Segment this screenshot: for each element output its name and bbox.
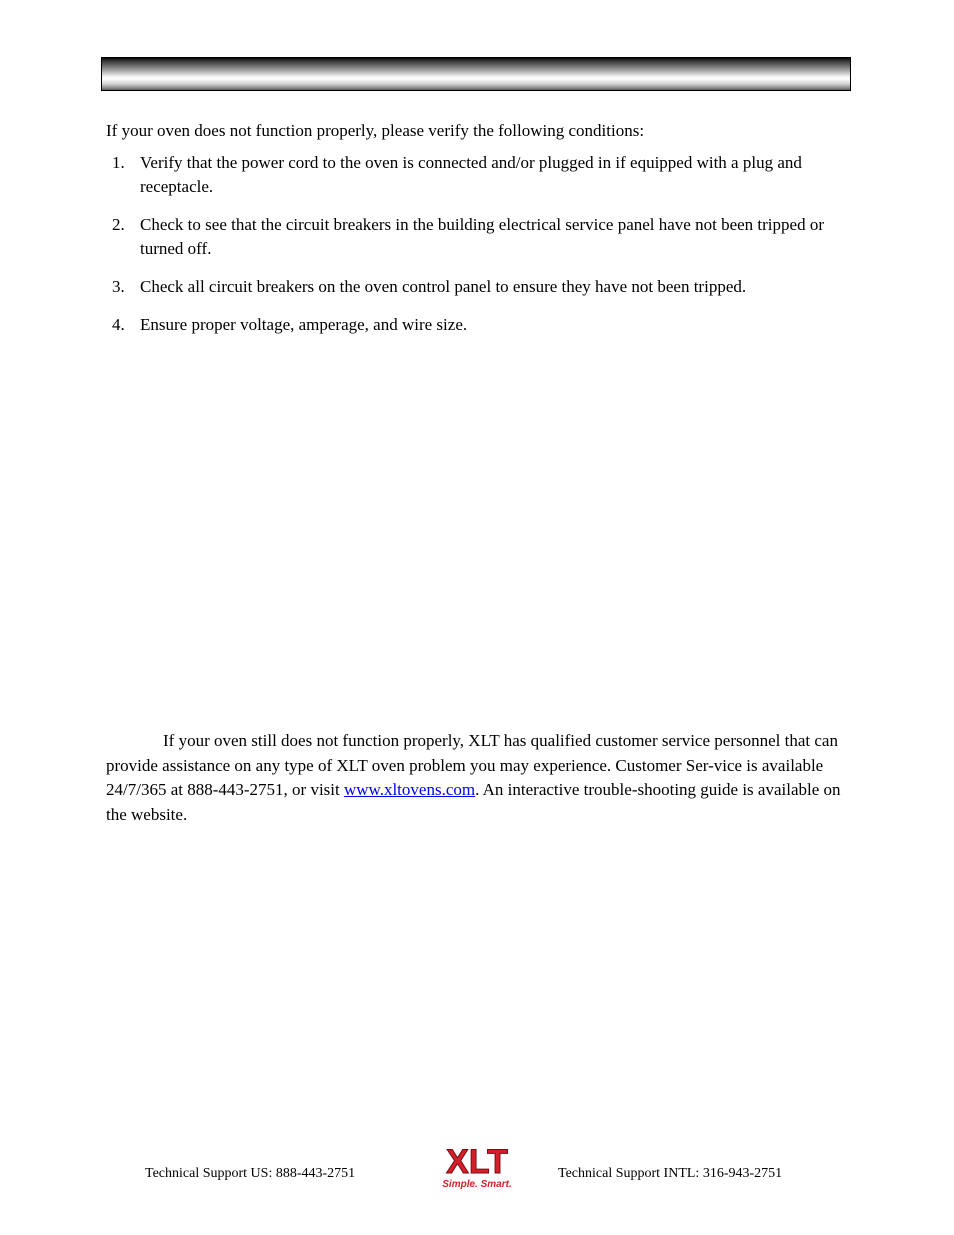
footer-support-intl: Technical Support INTL: 316-943-2751 — [558, 1166, 783, 1181]
list-item — [106, 313, 851, 337]
intro-text: If your oven does not function properly, please verify the following conditions: — [106, 121, 645, 140]
xlt-logo — [426, 1140, 528, 1192]
item-number: 3. — [112, 277, 125, 296]
customer-service-paragraph — [106, 729, 851, 827]
service-text-end: . An interactive trouble-shooting guide is available on the website. — [106, 780, 841, 824]
list-item — [106, 213, 851, 261]
item-number: 4. — [112, 315, 125, 334]
footer-support-us: Technical Support US: 888-443-2751 — [145, 1166, 356, 1181]
checklist — [106, 151, 851, 351]
item-text: Check to see that the circuit breakers in the building electrical service panel have not been tripped or turned off. — [140, 215, 824, 258]
item-number: 2. — [112, 215, 125, 234]
item-text: Ensure proper voltage, amperage, and wire size. — [140, 315, 468, 334]
website-link[interactable]: www.xltovens.com — [343, 780, 476, 799]
section-title-bar — [101, 57, 851, 91]
service-text: If your oven still does not function properly, XLT has qualified customer service personnel that can provide assistance on any type of XLT oven problem you may experience. Customer Ser-vice is available 24/7/365 at 888-443-2751, or visit — [106, 731, 838, 799]
item-text: Verify that the power cord to the oven is connected and/or plugged in if equipped with a plug and receptacle. — [140, 153, 802, 196]
list-item — [106, 151, 851, 199]
item-number: 1. — [112, 153, 125, 172]
logo-tagline: Simple. Smart. — [442, 1179, 512, 1190]
list-item — [106, 275, 851, 299]
item-text: Check all circuit breakers on the oven control panel to ensure they have not been tripped. — [140, 277, 747, 296]
logo-wordmark: XLT — [446, 1143, 508, 1181]
